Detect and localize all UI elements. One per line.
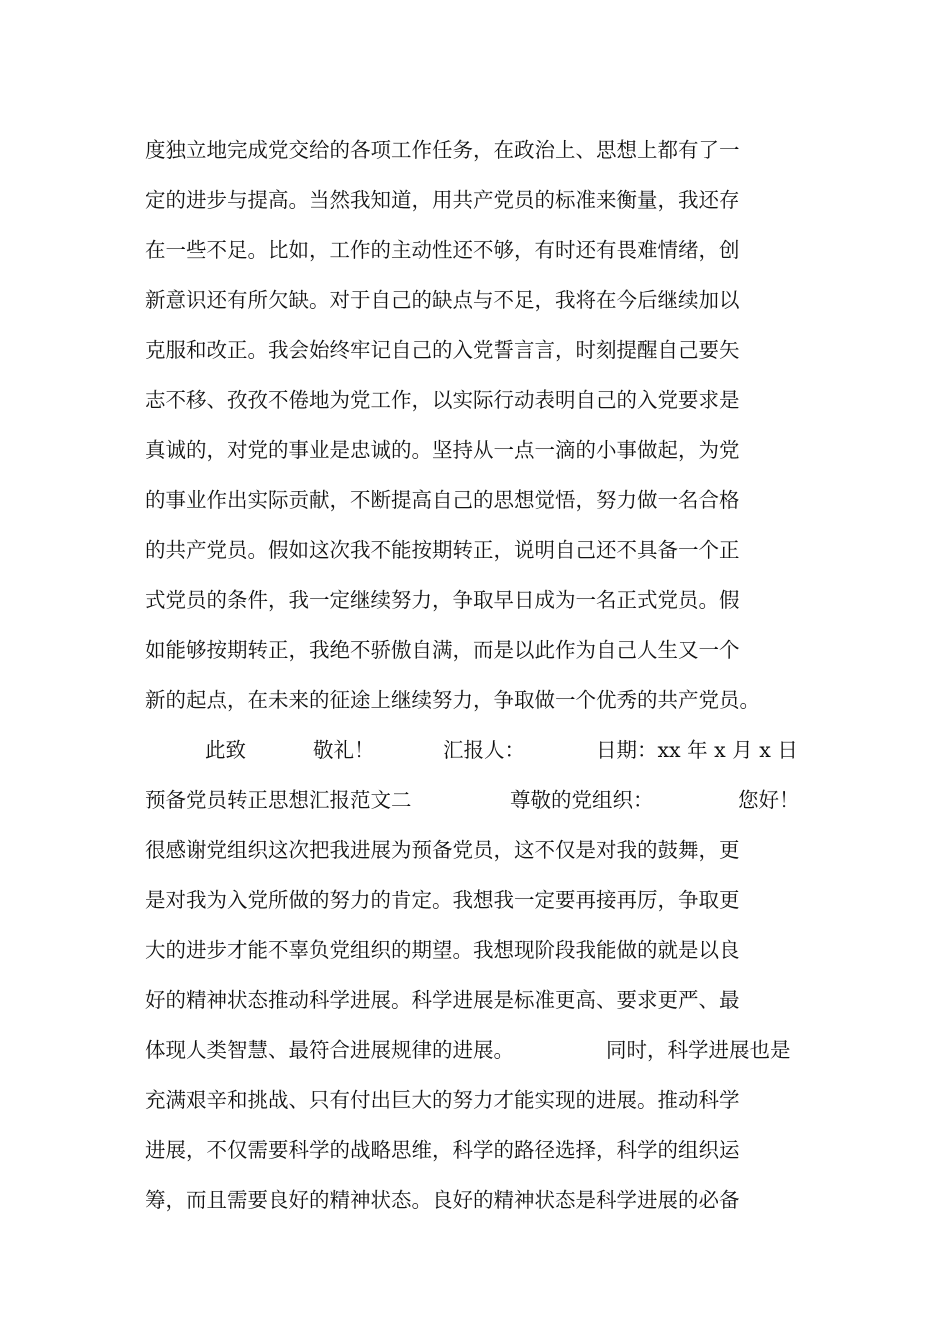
addressee: 尊敬的党组织： bbox=[510, 788, 654, 812]
text-line: 式党员的条件，我一定继续努力，争取早日成为一名正式党员。假 bbox=[145, 588, 740, 612]
document-title: 预备党员转正思想汇报范文二 bbox=[145, 788, 412, 812]
text-line: 志不移、孜孜不倦地为党工作，以实际行动表明自己的入党要求是 bbox=[145, 388, 740, 412]
text-line: 很感谢党组织这次把我进展为预备党员，这不仅是对我的鼓舞，更 bbox=[145, 838, 740, 862]
closing-salute-2: 敬礼！ bbox=[313, 738, 375, 762]
closing-salute-1: 此致 bbox=[205, 738, 246, 762]
text-line: 度独立地完成党交给的各项工作任务，在政治上、思想上都有了一 bbox=[145, 138, 740, 162]
greeting: 您好！ bbox=[738, 788, 800, 812]
heading-line bbox=[145, 785, 810, 815]
text-line: 新的起点，在未来的征途上继续努力，争取做一个优秀的共产党员。 bbox=[145, 688, 760, 712]
text-line: 如能够按期转正，我绝不骄傲自满，而是以此作为自己人生又一个 bbox=[145, 638, 740, 662]
text-line: 是对我为入党所做的努力的肯定。我想我一定要再接再厉，争取更 bbox=[145, 888, 740, 912]
date-label: 日期：xx 年 x 月 x 日 bbox=[596, 738, 798, 762]
text-line: 好的精神状态推动科学进展。科学进展是标准更高、要求更严、最 bbox=[145, 988, 740, 1012]
split-line-left: 体现人类智慧、最符合进展规律的进展。 bbox=[145, 1038, 514, 1062]
text-line: 大的进步才能不辜负党组织的期望。我想现阶段我能做的就是以良 bbox=[145, 938, 740, 962]
text-line: 真诚的，对党的事业是忠诚的。坚持从一点一滴的小事做起，为党 bbox=[145, 438, 740, 462]
text-line: 进展，不仅需要科学的战略思维，科学的路径选择，科学的组织运 bbox=[145, 1138, 740, 1162]
split-line-right: 同时，科学进展也是 bbox=[606, 1038, 791, 1062]
split-line bbox=[145, 1035, 810, 1065]
closing-line bbox=[145, 735, 810, 765]
text-line: 的共产党员。假如这次我不能按期转正，说明自己还不具备一个正 bbox=[145, 538, 740, 562]
text-line: 的事业作出实际贡献，不断提高自己的思想觉悟，努力做一名合格 bbox=[145, 488, 740, 512]
text-line: 克服和改正。我会始终牢记自己的入党誓言言，时刻提醒自己要矢 bbox=[145, 338, 740, 362]
text-line: 筹，而且需要良好的精神状态。良好的精神状态是科学进展的必备 bbox=[145, 1188, 740, 1212]
text-line: 充满艰辛和挑战、只有付出巨大的努力才能实现的进展。推动科学 bbox=[145, 1088, 740, 1112]
text-line: 新意识还有所欠缺。对于自己的缺点与不足，我将在今后继续加以 bbox=[145, 288, 740, 312]
text-line: 在一些不足。比如，工作的主动性还不够，有时还有畏难情绪，创 bbox=[145, 238, 740, 262]
reporter-label: 汇报人： bbox=[443, 738, 525, 762]
text-line: 定的进步与提高。当然我知道，用共产党员的标准来衡量，我还存 bbox=[145, 188, 740, 212]
